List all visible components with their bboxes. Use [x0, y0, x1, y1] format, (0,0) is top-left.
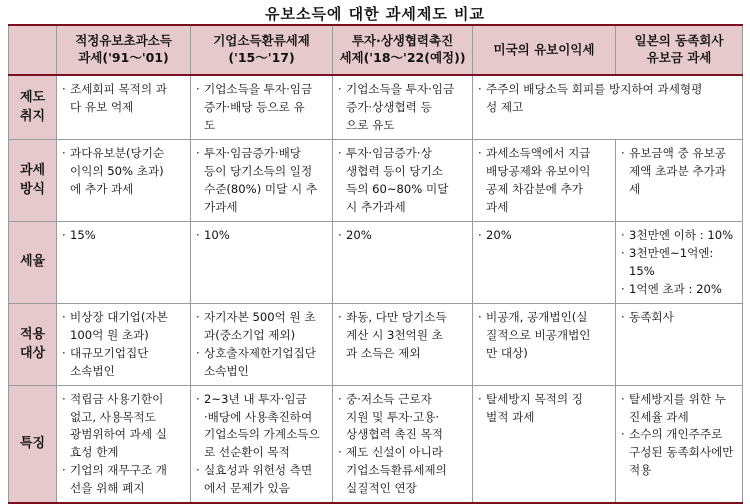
bullet-text: · 조세회피 목적의 과 — [70, 82, 167, 96]
bullet-item — [620, 227, 736, 245]
bullet-item — [195, 462, 326, 498]
bullet-text: · 자기자본 500억 원 초 — [204, 309, 316, 324]
bullet-text: 으로 유도 — [346, 117, 395, 132]
row-label-line: 적용 — [19, 326, 46, 342]
table-cell — [333, 221, 473, 303]
bullet-text: · 10% — [204, 227, 230, 242]
bullet-item — [620, 145, 736, 199]
bullet-text: · 기업소득을 투자·임금 — [204, 82, 313, 96]
table-cell — [473, 303, 616, 385]
column-header-line: 세제('18～'22(예정)) — [339, 50, 466, 65]
bullet-text: 실질적인 연장 — [346, 481, 417, 496]
bullet-text: 기업소득의 가계소득으 — [204, 427, 320, 442]
bullet-text: 수준(80%) 미달 시 추 — [204, 181, 318, 196]
row-label — [9, 75, 57, 139]
row-label-line: 세율 — [19, 254, 46, 270]
bullet-item — [620, 245, 736, 281]
bullet-text: 공제 차감분에 추가 — [486, 181, 583, 196]
bullet-item — [477, 309, 609, 363]
table-cell — [57, 303, 191, 385]
bullet-text: · 탈세방지 목적의 징 — [486, 391, 583, 406]
header-row — [9, 25, 743, 75]
table-cell — [616, 139, 743, 221]
table-cell — [57, 75, 191, 139]
row-label — [9, 139, 57, 221]
bullet-item — [477, 227, 609, 245]
table-cell — [57, 139, 191, 221]
table-row — [9, 75, 743, 139]
bullet-item — [195, 345, 326, 381]
bullet-item — [195, 391, 326, 463]
bullet-text: ·배당에 사용촉진하여 — [204, 409, 313, 424]
table-cell — [333, 303, 473, 385]
bullet-item — [195, 309, 326, 345]
bullet-text: · 비상장 대기업(자본 — [70, 309, 168, 324]
table-cell — [473, 75, 743, 139]
column-header — [57, 25, 191, 75]
table-cell — [473, 221, 616, 303]
bullet-text: · 3천만엔 이하 : 10% — [629, 227, 734, 242]
table-cell — [57, 221, 191, 303]
table-cell — [191, 385, 333, 503]
bullet-text: · 15% — [70, 227, 96, 242]
column-header-line: 유보금 과세 — [646, 50, 712, 65]
bullet-text: 지원 및 투자·고용· — [346, 409, 440, 424]
column-header-line: 투자·상생협력촉진 — [351, 33, 454, 49]
table-row — [9, 385, 743, 503]
bullet-text: · 실효성과 위헌성 측면 — [204, 463, 313, 478]
column-header-line: 기업소득환류세제 — [213, 33, 310, 49]
bullet-item — [477, 145, 609, 217]
bullet-text: · 적립금 사용기한이 — [70, 391, 164, 406]
bullet-text: · 기업의 재무구조 개 — [70, 463, 167, 478]
table-row — [9, 221, 743, 303]
bullet-text: 만 대상) — [486, 345, 528, 360]
bullet-item — [337, 444, 466, 498]
bullet-text: · 20% — [346, 227, 372, 242]
bullet-text: 에 추가 과세 — [70, 181, 134, 196]
bullet-item — [61, 145, 184, 199]
bullet-text: 로 선순환이 목적 — [204, 445, 290, 460]
bullet-item — [337, 81, 466, 135]
bullet-text: 에서 문제가 있음 — [204, 481, 290, 496]
row-label-line: 특징 — [19, 436, 46, 452]
bullet-text: 증가·상생협력 등 — [346, 99, 432, 114]
table-cell — [191, 221, 333, 303]
column-header-line: 일본의 동족회사 — [634, 33, 724, 49]
row-label-line: 대상 — [19, 346, 46, 362]
bullet-item — [61, 345, 184, 381]
bullet-text: 과세 — [486, 199, 509, 214]
bullet-item — [337, 309, 466, 363]
bullet-text: 배당공제와 유보이익 — [486, 163, 591, 178]
bullet-item — [477, 391, 609, 427]
bullet-text: 이익의 50% 초과) — [70, 163, 164, 178]
bullet-text: 다 유보 억제 — [70, 99, 134, 114]
table-cell — [57, 385, 191, 503]
bullet-text: · 상호출자제한기업집단 — [204, 345, 316, 360]
bullet-text: 과(중소기업 제외) — [204, 327, 296, 342]
bullet-text: 구성된 동족회사에만 — [629, 445, 734, 460]
bullet-text: 시 추가과세 — [346, 199, 406, 214]
row-label-line: 과세 — [19, 162, 46, 178]
bullet-text: 득의 60~80% 미달 — [346, 181, 449, 196]
table-cell — [333, 385, 473, 503]
table-cell — [191, 303, 333, 385]
bullet-text: · 기업소득을 투자·임금 — [346, 82, 455, 96]
bullet-text: · 동족회사 — [629, 309, 674, 324]
table-cell — [191, 75, 333, 139]
bullet-item — [61, 391, 184, 463]
bullet-text: 적용 — [629, 463, 652, 478]
column-header — [333, 25, 473, 75]
bullet-text: · 2~3년 내 투자·임금 — [204, 391, 307, 406]
bullet-text: 소속법인 — [70, 363, 115, 378]
bullet-text: 성 제고 — [486, 99, 524, 114]
bullet-text: · 과다유보분(당기순 — [70, 145, 165, 160]
bullet-text: · 소수의 개인주주로 — [629, 427, 723, 442]
bullet-item — [195, 145, 326, 217]
bullet-text: · 주주의 배당소득 회피를 방지하여 과세형평 — [486, 82, 703, 96]
bullet-text: 벌적 과세 — [486, 409, 535, 424]
bullet-text: 소속법인 — [204, 363, 249, 378]
bullet-text: · 중·저소득 근로자 — [346, 391, 432, 406]
column-header-line: 적정유보초과소득 — [75, 33, 172, 49]
bullet-text: · 좌동, 다만 당기소득 — [346, 309, 447, 324]
bullet-text: 없고, 사용목적도 — [70, 409, 156, 424]
bullet-item — [620, 391, 736, 427]
bullet-text: 가과세 — [204, 199, 238, 214]
bullet-text: 기업소득환류세제의 — [346, 463, 447, 478]
bullet-text: · 비공개, 공개법인(실 — [486, 309, 588, 324]
header-corner — [9, 25, 57, 75]
column-header-line: 과세('91～'01) — [78, 50, 169, 65]
bullet-text: · 탈세방지를 위한 누 — [629, 391, 726, 406]
bullet-text: 광범위하여 과세 실 — [70, 427, 167, 442]
bullet-text: 도 — [204, 117, 216, 132]
bullet-item — [61, 81, 184, 117]
bullet-text: · 투자·임금증가·배당 — [204, 145, 301, 160]
bullet-text: 증가·배당 등으로 유 — [204, 99, 305, 114]
bullet-text: 생협력 등이 당기소 — [346, 163, 443, 178]
bullet-text: · 제도 신설이 아니라 — [346, 445, 443, 460]
column-header — [616, 25, 743, 75]
bullet-item — [61, 227, 184, 245]
bullet-text: 계산 시 3천억원 초 — [346, 327, 443, 342]
bullet-text: 100억 원 초과) — [70, 327, 149, 342]
bullet-item — [337, 227, 466, 245]
table-row — [9, 139, 743, 221]
bullet-item — [337, 391, 466, 445]
row-label — [9, 385, 57, 503]
table-cell — [333, 139, 473, 221]
column-header-line: ('15～'17) — [228, 50, 295, 65]
table-cell — [191, 139, 333, 221]
bullet-item — [337, 145, 466, 217]
row-label-line: 제도 — [19, 89, 46, 105]
bullet-text: · 투자·임금증가·상 — [346, 145, 432, 160]
bullet-text: 제액 초과분 추가과 — [629, 163, 726, 178]
bullet-item — [61, 309, 184, 345]
bullet-item — [620, 426, 736, 480]
bullet-item — [620, 309, 736, 327]
comparison-table — [8, 24, 743, 504]
bullet-text: 세 — [629, 181, 641, 196]
row-label — [9, 303, 57, 385]
bullet-text: · 유보금액 중 유보공 — [629, 145, 726, 160]
bullet-item — [61, 462, 184, 498]
bullet-text: 질적으로 비공개법인 — [486, 327, 591, 342]
table-cell — [616, 221, 743, 303]
table-cell — [616, 303, 743, 385]
column-header-line: 미국의 유보이익세 — [493, 41, 595, 57]
bullet-text: 등이 당기소득의 일정 — [204, 163, 313, 178]
bullet-item — [477, 81, 736, 117]
bullet-text: · 1억엔 초과 : 20% — [629, 281, 722, 296]
bullet-item — [195, 227, 326, 245]
bullet-item — [195, 81, 326, 135]
row-label-line: 취지 — [19, 109, 46, 125]
row-label-line: 방식 — [19, 182, 46, 198]
column-header — [473, 25, 616, 75]
bullet-text: 선을 위해 폐지 — [70, 481, 145, 496]
bullet-text: · 20% — [486, 227, 512, 242]
bullet-text: 효성 한계 — [70, 445, 119, 460]
bullet-text: 상생협력 촉진 목적 — [346, 427, 443, 442]
bullet-text: · 대규모기업집단 — [70, 345, 149, 360]
row-label — [9, 221, 57, 303]
bullet-text: · 3천만엔~1억엔: 15% — [629, 245, 714, 278]
table-cell — [473, 385, 616, 503]
table-cell — [333, 75, 473, 139]
table-cell — [473, 139, 616, 221]
table-body — [9, 75, 743, 503]
bullet-text: · 과세소득액에서 지급 — [486, 145, 591, 160]
table-cell — [616, 385, 743, 503]
bullet-text: 과 소득은 제외 — [346, 345, 421, 360]
bullet-item — [620, 281, 736, 299]
table-row — [9, 303, 743, 385]
bullet-text: 진세율 과세 — [629, 409, 689, 424]
page-title: 유보소득에 대한 과세제도 비교 — [264, 5, 486, 23]
column-header — [191, 25, 333, 75]
